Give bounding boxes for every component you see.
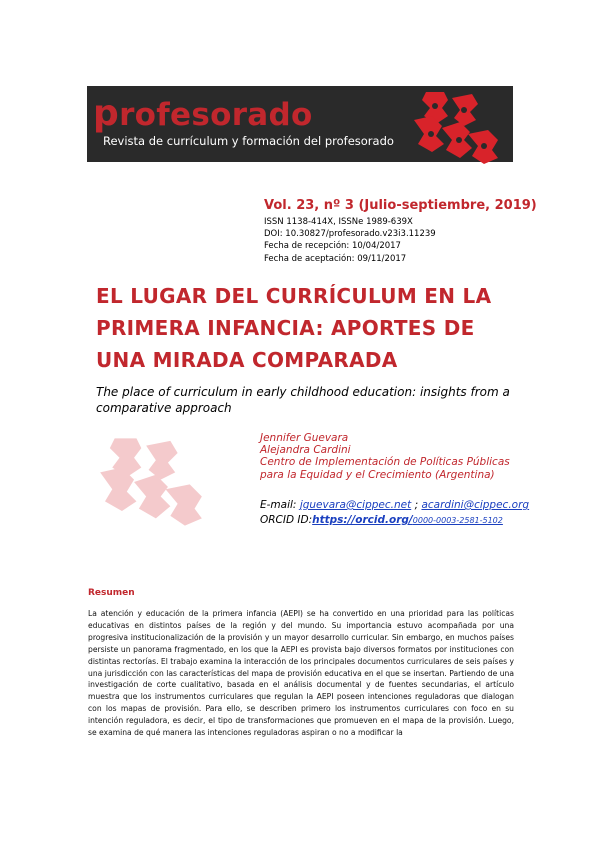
email-label: E-mail: [260,499,297,511]
accepted-date: Fecha de aceptación: 09/11/2017 [264,253,407,264]
orcid-link[interactable]: https://orcid.org/ [312,514,413,526]
abstract-heading: Resumen [88,588,135,598]
abstract-text: La atención y educación de la primera infancia (AEPI) se ha convertido en una prioridad para las políticas educativas en distintos países de la región y del mundo. Su importancia estuvo acompañada por una progresiva institucionalización de la provisión y un mayor desarrollo curricular. Sin embargo, en muchos países persiste un panorama fragmentado, en los que la AEPI es provista bajo diversos formatos por instituciones con distintas rectorías. El trabajo examina la interacción de los principales documentos curriculares de seis países y una jurisdicción con las características del mapa de provisión educativa en el que se insertan. Partiendo de una investigación de corte cualitativo, basada en el análisis documental y de fuentes secundarias, el artículo muestra que los instrumentos curriculares que regulan la AEPI poseen intenciones reguladoras que dialogan con los mapas de provisión. Para ello, se describen primero los instrumentos curriculares con foco en su intención reguladora, es decir, el tipo de transformaciones que promueven en el mapa de la provisión. Luego, se examina de qué manera las intenciones reguladoras aspiran o no a modificar la [88,609,514,738]
journal-logo-icon [412,90,500,166]
article-title-english: The place of curriculum in early childhood education: insights from a comparative approach [96,385,510,415]
author-name: Jennifer Guevara [260,432,349,444]
issue-metadata [264,216,436,265]
email-link[interactable]: acardini@cippec.org [421,499,530,511]
email-line [260,498,529,513]
author-affiliation: Centro de Implementación de Políticas Públicas [260,456,510,469]
author-affiliation: para la Equidad y el Crecimiento (Argentina) [260,468,495,481]
orcid-label: ORCID ID: [260,514,313,526]
journal-subtitle: Revista de currículum y formación del profesorado [103,134,394,148]
author-block [260,432,510,481]
issn: ISSN 1138-414X, ISSNe 1989-639X [264,217,413,227]
journal-name-rest: rofesorado [119,97,313,133]
journal-name [93,93,313,134]
email-link[interactable]: jguevara@cippec.net [299,499,412,511]
issue-volume: Vol. 23, nº 3 (Julio-septiembre, 2019) [264,198,537,213]
received-date: Fecha de recepción: 10/04/2017 [264,241,401,252]
orcid-id-link[interactable]: 0000-0003-2581-5102 [412,516,503,525]
doi: DOI: 10.30827/profesorado.v23i3.11239 [264,229,436,240]
author-name: Alejandra Cardini [260,444,351,457]
email-separator: ; [414,499,419,511]
journal-name-initial: p [93,93,120,134]
orcid-line [260,513,529,528]
author-contact [260,498,529,528]
article-title: EL LUGAR DEL CURRÍCULUM EN LA PRIMERA INFANCIA: APORTES DE UNA MIRADA COMPARADA [96,284,492,372]
journal-watermark-icon [96,436,206,528]
